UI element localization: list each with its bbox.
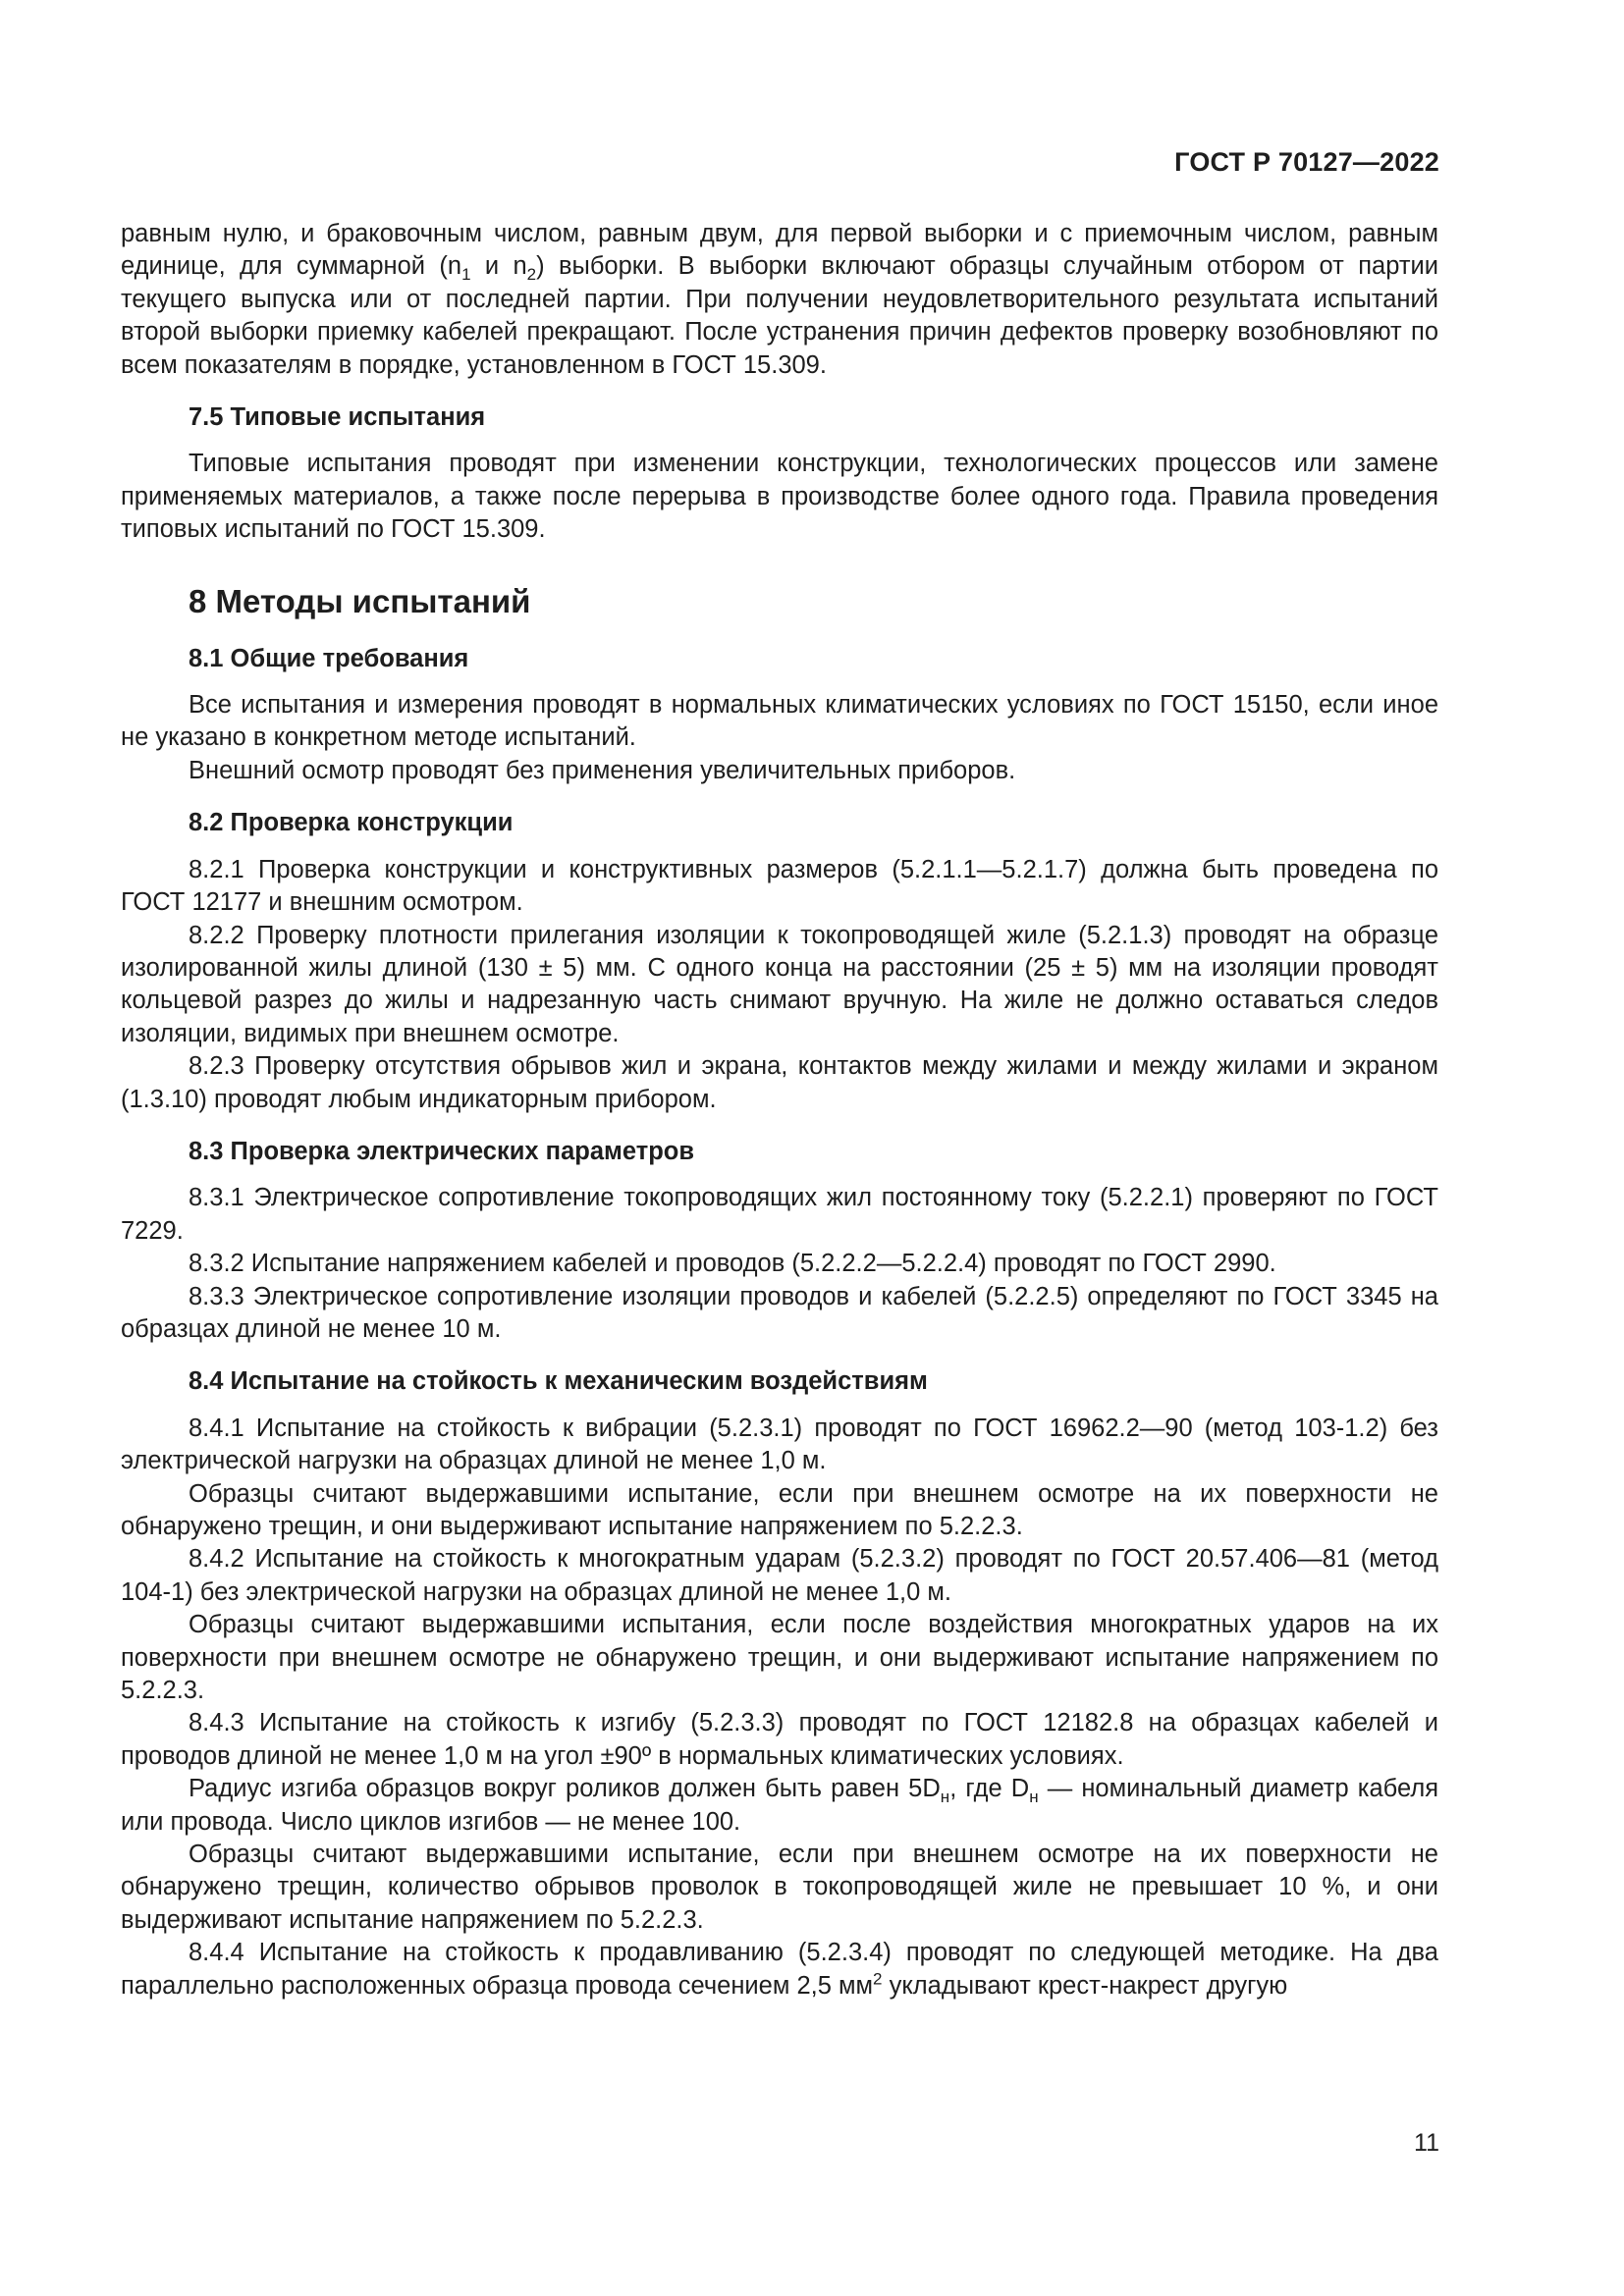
paragraph-8-4-1-result: Образцы считают выдержавшими испытание, если при внешнем осмотре на их поверхности не обнаружено трещин, и они выдерживают испытание напряжением по 5.2.2.3. <box>121 1479 1438 1540</box>
text-run: — номинальный диаметр кабеля или провода. Число циклов изгибов — не менее 100. <box>121 1775 1439 1836</box>
paragraph-8-3-2: 8.3.2 Испытание напряжением кабелей и проводов (5.2.2.2—5.2.2.4) проводят по ГОСТ 2990. <box>189 1250 1276 1278</box>
text-run: , где D <box>949 1775 1030 1803</box>
page-number: 11 <box>1414 2129 1439 2157</box>
text-run: равным нулю, и браковочным числом, равным двум, для первой выборки и с приемочным числом, равным единице, для суммарной (n <box>121 220 1438 281</box>
heading-7-5: 7.5 Типовые испытания <box>189 403 486 432</box>
page-content <box>121 218 1438 2002</box>
paragraph-7-5: Типовые испытания проводят при изменении конструкции, технологических процессов или замене применяемых материалов, а также после перерыва в производстве более одного года. Правила проведения типовых испытаний по ГОСТ 15.309. <box>121 450 1438 544</box>
text-run: укладывают крест-накрест другую <box>882 1971 1288 2000</box>
section-title-8: 8 Методы испытаний <box>189 582 531 619</box>
paragraph-8-3-1: 8.3.1 Электрическое сопротивление токопроводящих жил постоянному току (5.2.2.1) проверяют по ГОСТ 7229. <box>121 1184 1438 1245</box>
text-run: ) выборки. В выборки включают образцы случайным отбором от партии текущего выпуска или от последней партии. При получении неудовлетворительного результата испытаний второй выборки приемку кабелей прекращают. После устранения причин дефектов проверку возобновляют по всем показателям в порядке, установленном в ГОСТ 15.309. <box>121 252 1438 379</box>
paragraph-8-4-2: 8.4.2 Испытание на стойкость к многократным ударам (5.2.3.2) проводят по ГОСТ 20.57.406—81 (метод 104-1) без электрической нагрузки на образцах длиной не менее 1,0 м. <box>121 1545 1438 1606</box>
paragraph-8-4-3-result: Образцы считают выдержавшими испытание, если при внешнем осмотре на их поверхности не обнаружено трещин, количество обрывов проволок в токопроводящей жиле не превышает 10 %, и они выдерживают испытание напряжением по 5.2.2.3. <box>121 1841 1438 1934</box>
paragraph-8-3-3: 8.3.3 Электрическое сопротивление изоляции проводов и кабелей (5.2.2.5) определяют по ГОСТ 3345 на образцах длиной не менее 10 м. <box>121 1282 1438 1343</box>
paragraph-8-4-3-radius <box>121 1773 1438 1839</box>
text-run: 8.4.4 Испытание на стойкость к продавливанию (5.2.3.4) проводят по следующей методике. На два параллельно расположенных образца провода сечением 2,5 мм <box>121 1939 1438 2000</box>
paragraph-8-4-4 <box>121 1937 1438 2002</box>
paragraph-8-1-b: Внешний осмотр проводят без применения увеличительных приборов. <box>189 756 1016 784</box>
heading-8-4: 8.4 Испытание на стойкость к механическим воздействиям <box>189 1367 928 1396</box>
text-run: и n <box>470 252 527 281</box>
paragraph-8-2-3: 8.2.3 Проверку отсутствия обрывов жил и экрана, контактов между жилами и между жилами и экраном (1.3.10) проводят любым индикаторным прибором. <box>121 1052 1438 1113</box>
continued-paragraph <box>121 218 1438 382</box>
document-code: ГОСТ Р 70127—2022 <box>1174 147 1439 177</box>
paragraph-8-4-2-result: Образцы считают выдержавшими испытания, если после воздействия многократных ударов на их поверхности при внешнем осмотре не обнаружено трещин, и они выдерживают испытание напряжением по 5.2.2.3. <box>121 1611 1438 1705</box>
superscript: 2 <box>873 1969 883 1989</box>
paragraph-8-4-3: 8.4.3 Испытание на стойкость к изгибу (5.2.3.3) проводят по ГОСТ 12182.8 на образцах кабелей и проводов длиной не менее 1,0 м на угол ±90º в нормальных климатических условиях. <box>121 1709 1438 1770</box>
paragraph-8-4-1: 8.4.1 Испытание на стойкость к вибрации (5.2.3.1) проводят по ГОСТ 16962.2—90 (метод 103-1.2) без электрической нагрузки на образцах длиной не менее 1,0 м. <box>121 1414 1438 1475</box>
heading-8-2: 8.2 Проверка конструкции <box>189 809 514 837</box>
paragraph-8-1-a: Все испытания и измерения проводят в нормальных климатических условиях по ГОСТ 15150, если иное не указано в конкретном методе испытаний. <box>121 691 1438 752</box>
subscript: н <box>1029 1788 1039 1807</box>
subscript: 2 <box>526 265 537 285</box>
heading-8-1: 8.1 Общие требования <box>189 644 469 672</box>
subscript: 1 <box>461 265 471 285</box>
subscript: н <box>940 1788 950 1807</box>
text-run: Радиус изгиба образцов вокруг роликов должен быть равен 5D <box>189 1775 941 1803</box>
heading-8-3: 8.3 Проверка электрических параметров <box>189 1137 695 1165</box>
paragraph-8-2-1: 8.2.1 Проверка конструкции и конструктивных размеров (5.2.1.1—5.2.1.7) должна быть проведена по ГОСТ 12177 и внешним осмотром. <box>121 855 1438 917</box>
paragraph-8-2-2: 8.2.2 Проверку плотности прилегания изоляции к токопроводящей жиле (5.2.1.3) проводят на образце изолированной жилы длиной (130 ± 5) мм. С одного конца на расстоянии (25 ± 5) мм на изоляции проводят кольцевой разрез до жилы и надрезанную часть снимают вручную. На жиле не должно оставаться следов изоляции, видимых при внешнем осмотре. <box>121 921 1438 1047</box>
